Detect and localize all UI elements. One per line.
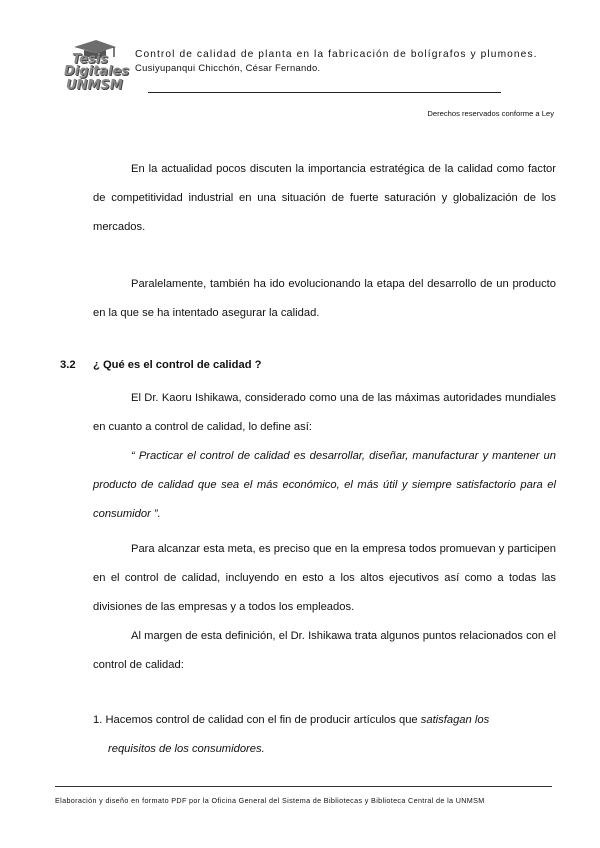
logo-line-1: Tesis: [72, 52, 108, 67]
list-item-1: [93, 706, 556, 764]
paragraph-1: En la actualidad pocos discuten la importancia estratégica de la calidad como factor de competitividad industrial en una situación de fuerte saturación y globalización de los mercados.: [93, 163, 556, 233]
document-title: Control de calidad de planta en la fabricación de bolígrafos y plumones.: [135, 49, 538, 60]
paragraph-2: Paralelamente, también ha ido evolucionando la etapa del desarrollo de un producto en la que se ha intentado asegurar la calidad.: [93, 278, 556, 319]
list-item-text: Hacemos control de calidad con el fin de producir artículos que: [105, 714, 418, 726]
definition-quote: “ Practicar el control de calidad es desarrollar, diseñar, manufacturar y mantener un producto de calidad que sea el más económico, el más útil y siempre satisfactorio para el consumidor ”.: [93, 450, 556, 520]
paragraph-3: El Dr. Kaoru Ishikawa, considerado como una de las máximas autoridades mundiales en cuanto a control de calidad, lo define así:: [93, 392, 556, 433]
list-item-continuation: requisitos de los consumidores.: [108, 743, 265, 755]
logo-line-3: UNMSM: [66, 78, 123, 93]
list-item-number: 1.: [93, 714, 103, 726]
list-item-emphasis: satisfagan los: [420, 714, 490, 726]
section-heading: ¿ Qué es el control de calidad ?: [93, 359, 262, 371]
section-number: 3.2: [60, 359, 76, 371]
logo-line-2: Digitales: [64, 64, 130, 79]
document-author: Cusiyupanqui Chicchón, César Fernando.: [135, 62, 321, 73]
footer-credit: Elaboración y diseño en formato PDF por la Oficina General del Sistema de Bibliotecas y Biblioteca Central de la UNMSM: [55, 796, 485, 805]
tesis-digitales-logo: [62, 38, 132, 100]
header-divider: [148, 92, 501, 93]
paragraph-5: Al margen de esta definición, el Dr. Ishikawa trata algunos puntos relacionados con el control de calidad:: [93, 630, 556, 671]
paragraph-4: Para alcanzar esta meta, es preciso que en la empresa todos promuevan y participen en el control de calidad, incluyendo en esto a los altos ejecutivos así como a todas las divisiones de las empresas y a todos los empleados.: [93, 543, 556, 613]
rights-notice: Derechos reservados conforme a Ley: [427, 109, 554, 118]
footer-divider: [55, 786, 552, 787]
